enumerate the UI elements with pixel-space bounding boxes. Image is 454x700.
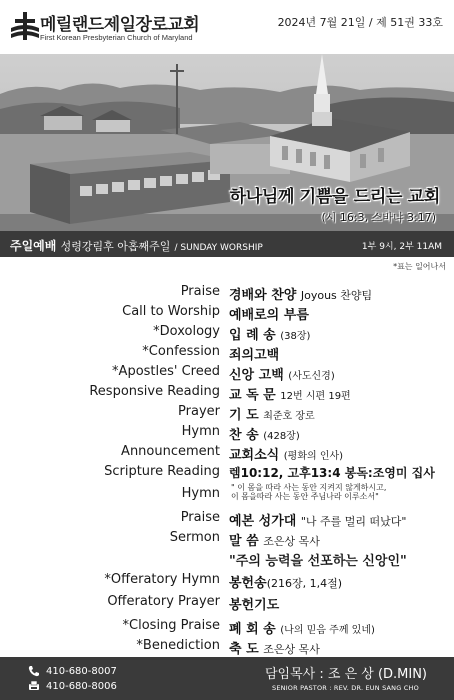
sermon-title: "주의 능력을 선포하는 신앙인": [229, 554, 407, 569]
order-label: *Benediction: [136, 638, 220, 653]
order-value: 봉헌기도: [229, 598, 280, 613]
order-label: *Confession: [142, 344, 220, 359]
issue-date: 2024년 7월 21일 / 제 51권 33호: [277, 16, 443, 29]
order-item-call-to-worship: [0, 304, 454, 324]
bulletin-header: [0, 0, 454, 54]
order-label: Responsive Reading: [89, 384, 220, 399]
worship-english: / SUNDAY WORSHIP: [174, 243, 263, 253]
order-label: *Apostles' Creed: [112, 364, 220, 379]
order-label: *Doxology: [153, 324, 220, 339]
standing-note: *표는 일어나서: [393, 262, 446, 271]
order-item-offeratory-hymn: [0, 572, 454, 592]
order-value: 봉헌송(216장, 1,4절): [229, 576, 343, 591]
order-label: Praise: [180, 284, 220, 299]
order-value: 입 례 송 (38장): [229, 328, 311, 343]
order-item-doxology: [0, 324, 454, 344]
order-value: 렘10:12, 고후13:4 봉독:조영미 집사: [229, 466, 435, 480]
order-value: 예배로의 부름: [229, 308, 309, 323]
worship-name: 주일예배: [10, 239, 57, 253]
phone-icon: [28, 665, 40, 677]
order-label: Announcement: [121, 444, 220, 459]
service-times: 1부 9시, 2부 11AM: [361, 242, 442, 252]
order-label: Call to Worship: [122, 304, 220, 319]
order-value: 기 도 최준호 장로: [229, 408, 315, 423]
order-item-hymn: [0, 424, 454, 444]
order-value: 교회소식 (평화의 인사): [229, 448, 344, 463]
church-name-english: First Korean Presbyterian Church of Maryland: [40, 33, 193, 42]
order-value: 찬 송 (428장): [229, 428, 300, 443]
fax-icon: [28, 680, 40, 692]
church-logo-icon: [9, 10, 41, 42]
order-item-offeratory-prayer: [0, 594, 454, 614]
worship-banner: [0, 231, 454, 257]
order-item-apostles-creed: [0, 364, 454, 384]
order-value: 경배와 찬양 Joyous 찬양팀: [229, 288, 373, 303]
order-item-closing-praise: [0, 618, 454, 638]
order-label: *Offeratory Hymn: [104, 572, 220, 587]
order-item-prayer: [0, 404, 454, 424]
bulletin-footer: [0, 657, 454, 700]
church-name-korean: 메릴랜드제일장로교회: [40, 15, 200, 35]
order-item-scripture-reading: [0, 464, 454, 484]
hymn-lyrics: [231, 483, 386, 501]
worship-title: [10, 237, 263, 254]
senior-pastor-english: SENIOR PASTOR : REV. DR. EUN SANG CHO: [272, 684, 419, 692]
order-label: Prayer: [178, 404, 220, 419]
order-value: 예본 성가대 "나 주를 멀리 떠났다": [229, 514, 407, 529]
order-label: Hymn: [181, 424, 220, 439]
order-item-announcement: [0, 444, 454, 464]
church-photo: [0, 54, 454, 231]
order-value: 죄의고백: [229, 348, 280, 363]
order-value: 교 독 문 12번 시편 19편: [229, 388, 351, 403]
hymn-lyric-line: " 이 몸을 따라 사는 동안 지켜지 않게하시고,: [231, 483, 387, 492]
order-item-sermon: [0, 530, 454, 550]
order-value: 폐 회 송 (나의 믿음 주께 있네): [229, 622, 375, 637]
senior-pastor-korean: 담임목사 : 조 은 상 (D.MIN): [265, 667, 428, 682]
phone-number: 410-680-8007: [28, 666, 117, 677]
order-label: Praise: [180, 510, 220, 525]
fax-number: 410-680-8006: [28, 681, 117, 692]
order-label: Sermon: [169, 530, 220, 545]
motto-verse: (시 16:3, 스바냐 3:17): [321, 211, 436, 224]
order-label: *Closing Praise: [122, 618, 220, 633]
church-motto: 하나님께 기쁨을 드리는 교회: [229, 187, 440, 207]
order-label: Offeratory Prayer: [107, 594, 220, 609]
order-item-confession: [0, 344, 454, 364]
order-item-benediction: [0, 638, 454, 658]
hymn-lyric-line: 이 몸을따라 사는 동안 주님나라 이루소서": [231, 492, 379, 501]
order-item-choir-praise: [0, 510, 454, 530]
order-label: Scripture Reading: [104, 464, 220, 479]
order-value: 축 도 조은상 목사: [229, 642, 320, 657]
order-value: 말 씀 조은상 목사: [229, 534, 320, 549]
order-item-responsive-reading: [0, 384, 454, 404]
order-label: Hymn: [181, 486, 220, 501]
worship-sunday-name: 성령강림후 아홉째주일: [60, 240, 171, 253]
order-value: 신앙 고백 (사도신경): [229, 368, 335, 383]
order-item-praise: [0, 284, 454, 304]
